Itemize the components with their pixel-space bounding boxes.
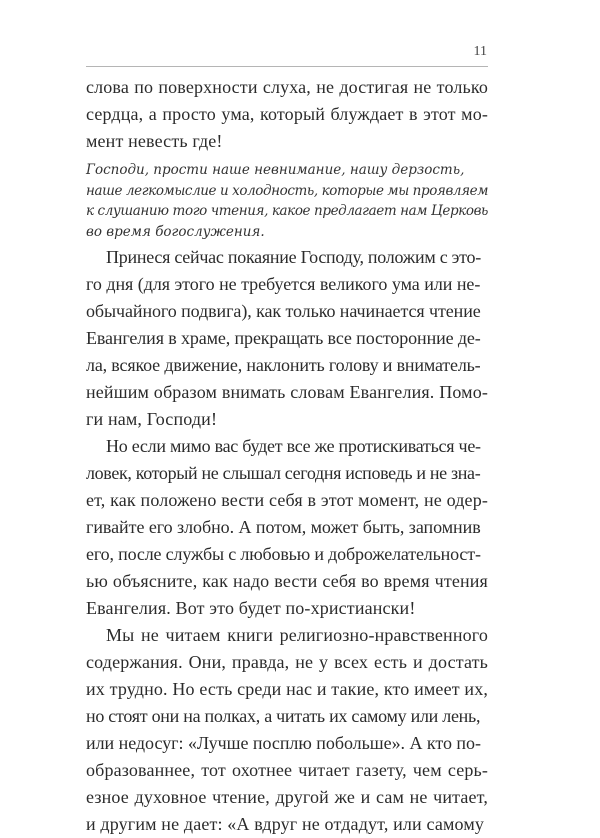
- text-line: слова по поверхности слуха, не достигая не только: [86, 77, 488, 97]
- paragraph-1: [86, 244, 488, 433]
- text-line: или недосуг: «Лучше посплю побольше». А кто по-: [86, 733, 481, 753]
- header-rule: [86, 66, 488, 67]
- text-line: содержания. Они, правда, не у всех есть и достать: [86, 652, 488, 672]
- text-line: Принеся сейчас покаяние Господу, положим с это-: [106, 247, 481, 267]
- paragraph-continuation: [86, 74, 488, 155]
- text-line: Господи, прости наше невнимание, нашу дерзость,: [86, 162, 465, 178]
- text-line: сердца, а просто ума, который блуждает в этот мо-: [86, 104, 488, 124]
- text-line: нейшим образом внимать словам Евангелия. Помо-: [86, 382, 488, 402]
- text-line: но стоят они на полках, а читать их самому или лень,: [86, 706, 481, 726]
- text-line: во время богослужения.: [86, 223, 265, 240]
- paragraph-3: [86, 622, 488, 838]
- text-line: Мы не читаем книги религиозно-нравственного: [106, 625, 488, 645]
- text-line: Евангелия в храме, прекращать все посторонние де-: [86, 328, 481, 348]
- text-line: ью объясните, как надо вести себя во время чтения: [86, 571, 488, 591]
- text-line: мент невесть где!: [86, 131, 223, 151]
- text-line: обычайного подвига), как только начинается чтение: [86, 301, 481, 321]
- page-number: 11: [473, 44, 487, 59]
- text-line: го дня (для этого не требуется великого ума или не-: [86, 274, 481, 294]
- text-line: к слушанию того чтения, какое предлагает нам Церковь: [86, 203, 488, 219]
- text-line: Но если мимо вас будет все же протискиваться че-: [106, 436, 481, 456]
- text-line: образованнее, тот охотнее читает газету, чем серь-: [86, 760, 488, 780]
- text-line: их трудно. Но есть среди нас и такие, кто имеет их,: [86, 679, 488, 699]
- text-line: и другим не дает: «А вдруг не отдадут, или самому: [86, 814, 485, 834]
- text-line: его, после службы с любовью и доброжелательност-: [86, 544, 481, 564]
- text-line: наше легкомыслие и холодность, которые мы проявляем: [86, 182, 488, 199]
- prayer-italic-block: [86, 160, 488, 242]
- text-line: ловек, который не слышал сегодня исповедь и не зна-: [86, 463, 481, 483]
- text-line: ет, как положено вести себя в этот момент, не одер-: [86, 490, 488, 510]
- paragraph-2: [86, 433, 488, 622]
- text-line: Евангелия. Вот это будет по-христиански!: [86, 598, 416, 618]
- text-line: ги нам, Господи!: [86, 409, 218, 429]
- text-line: гивайте его злобно. А потом, может быть, запомнив: [86, 517, 481, 537]
- text-line: езное духовное чтение, другой же и сам не читает,: [86, 787, 488, 807]
- text-line: ла, всякое движение, наклонить голову и вниматель-: [86, 355, 481, 375]
